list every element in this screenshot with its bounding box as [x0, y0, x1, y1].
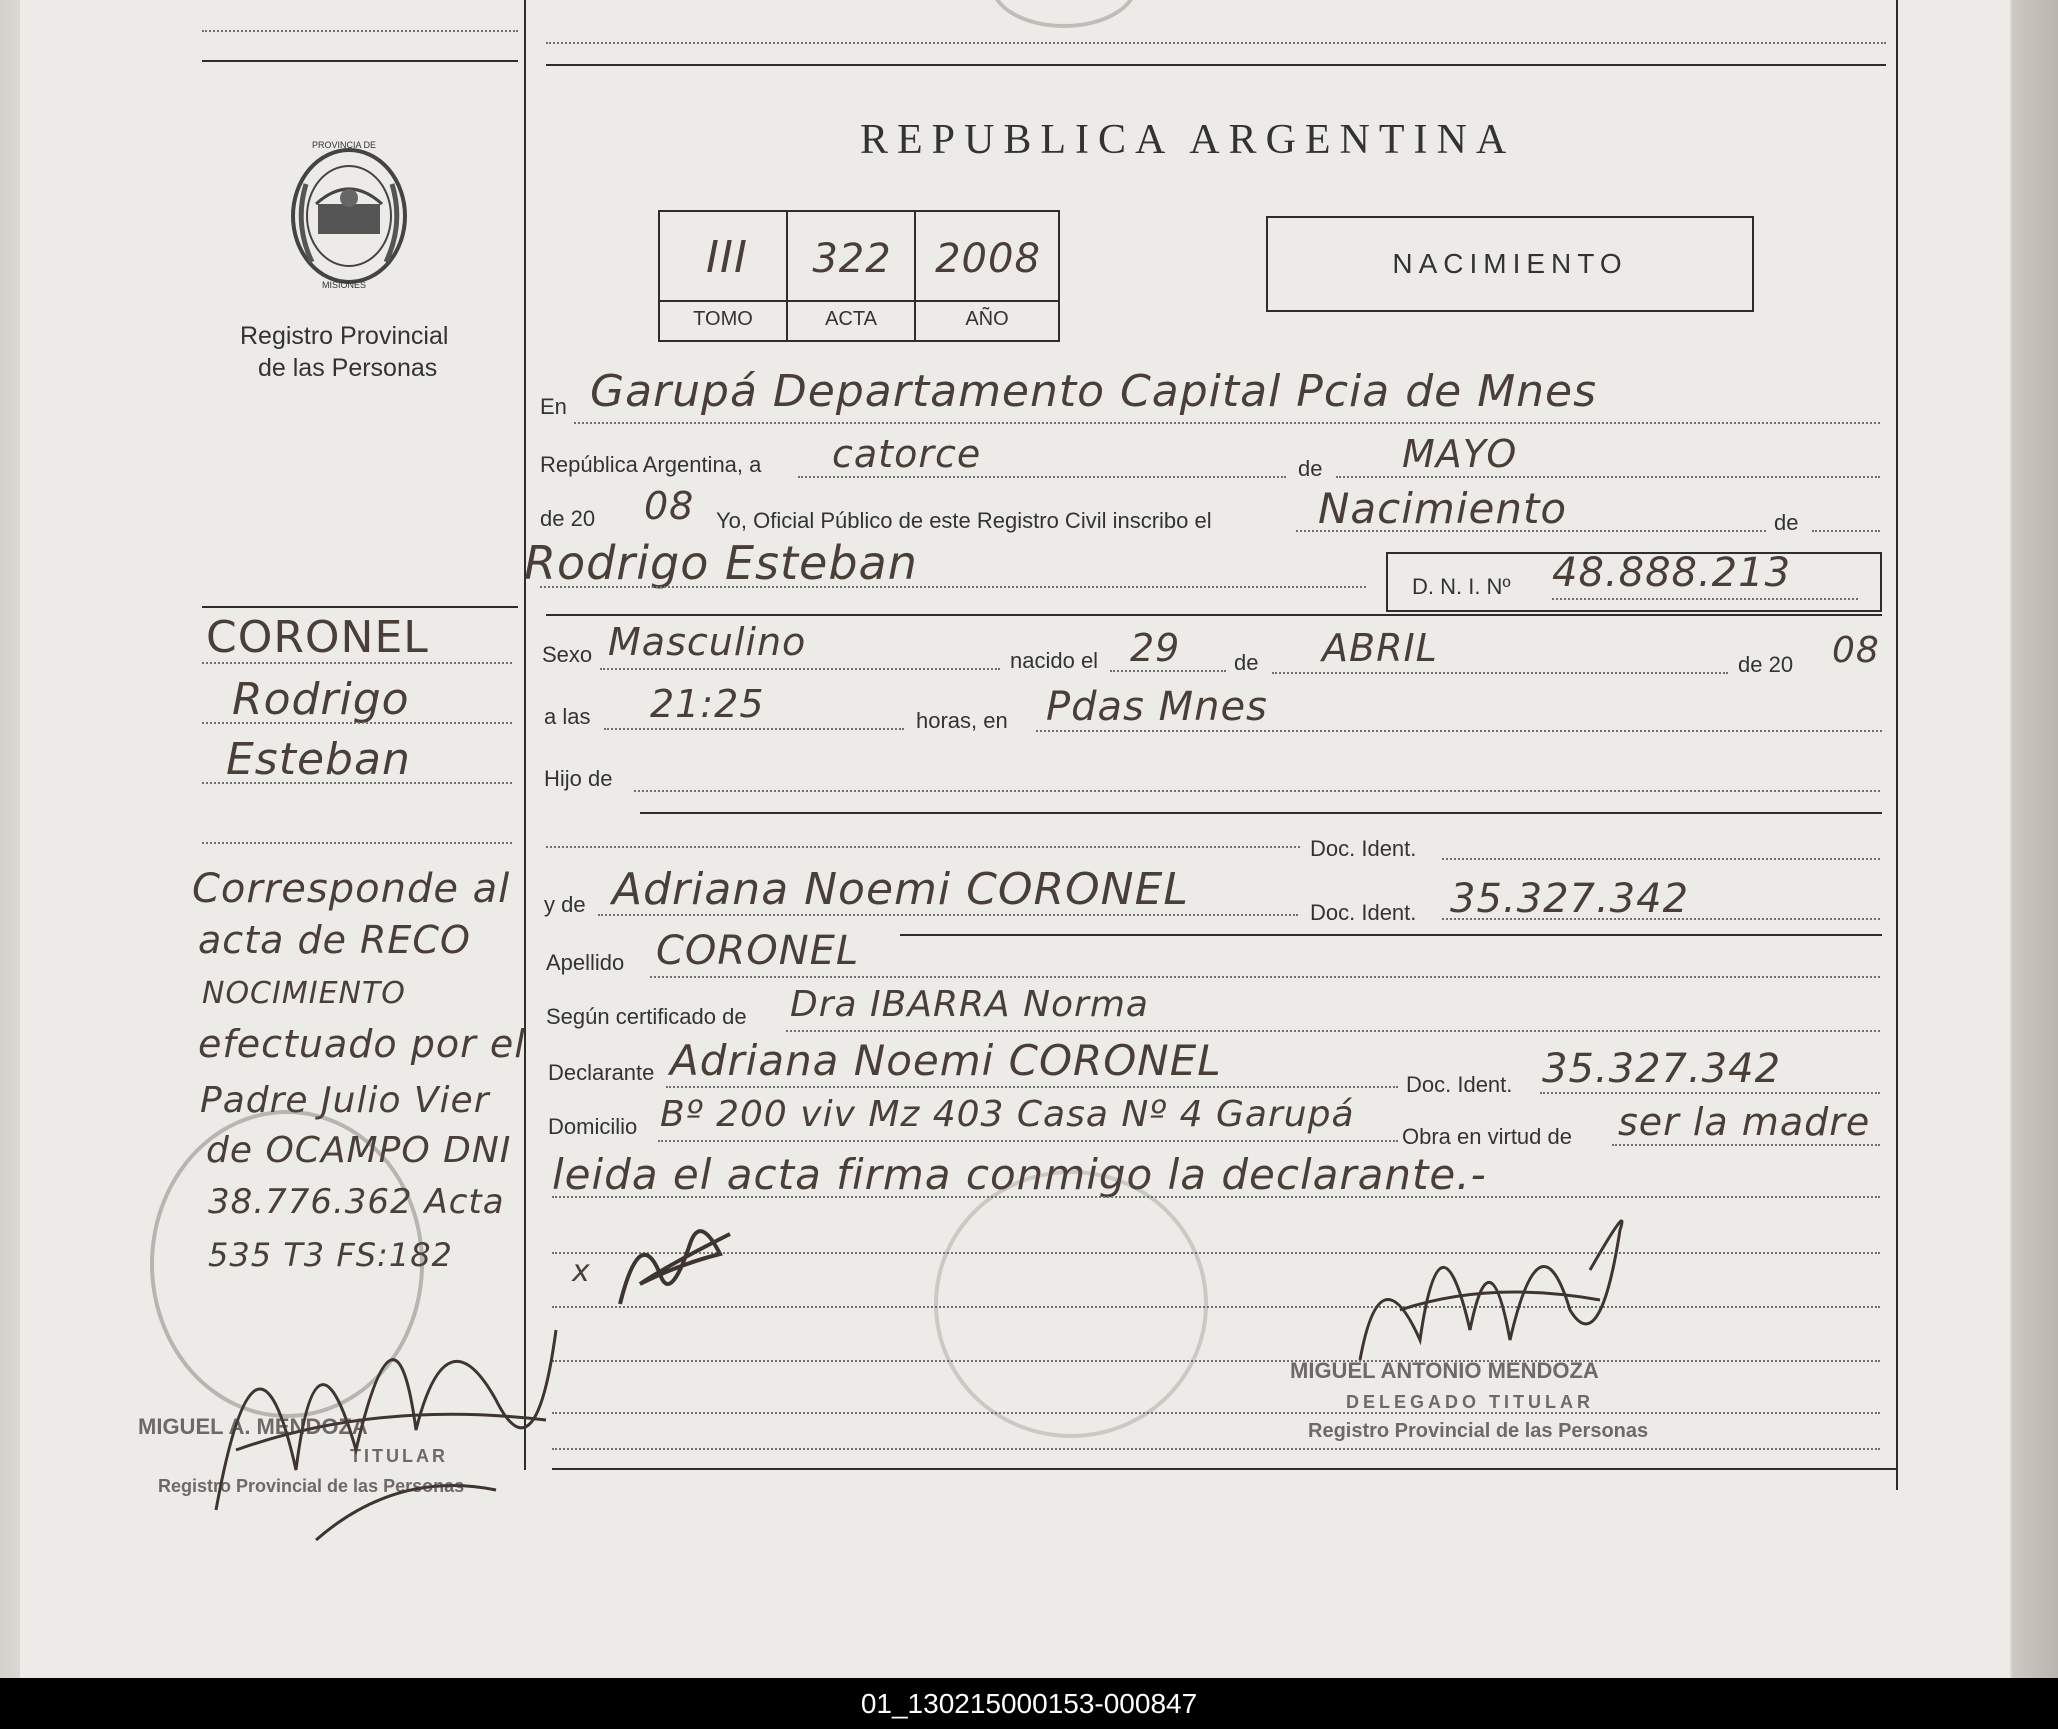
- name-rule: [546, 614, 1882, 616]
- republica-label: República Argentina, a: [540, 452, 762, 477]
- dni-box: [1386, 552, 1882, 612]
- de20-label-2: de 20: [1738, 652, 1794, 677]
- office-line2: de las Personas: [258, 354, 438, 382]
- book-edge: [2012, 0, 2058, 1678]
- dni-value: 48.888.213: [1552, 550, 1792, 596]
- alas-label: a las: [544, 704, 591, 729]
- anio-label: AÑO: [965, 308, 1009, 330]
- hora-line: [604, 728, 904, 730]
- top-dotted-left: [202, 30, 518, 32]
- hijo-rule: [640, 812, 1882, 814]
- blank-line-4: [552, 1412, 1880, 1414]
- margin-note-4: efectuado por el: [198, 1022, 526, 1066]
- declarante-doc-line: [1540, 1092, 1880, 1094]
- top-dotted: [546, 42, 1886, 44]
- mes-line: [1336, 476, 1880, 478]
- de-label: de: [1298, 456, 1323, 481]
- anio-value: 2008: [935, 236, 1041, 282]
- nacido-dia-line: [1110, 670, 1226, 672]
- obra-label: Obra en virtud de: [1402, 1124, 1572, 1149]
- anio-written: 08: [644, 484, 695, 528]
- segun-line: [786, 1030, 1880, 1032]
- official-role: DELEGADO TITULAR: [1346, 1392, 1594, 1412]
- declarante-doc: 35.327.342: [1542, 1046, 1782, 1092]
- padre-doc-line: [1442, 858, 1880, 860]
- top-rule-left: [202, 60, 518, 62]
- hijo-label: Hijo de: [544, 766, 613, 791]
- center-seal: [934, 1170, 1208, 1438]
- leida-text: leida el acta firma conmigo la declarante.-: [552, 1150, 1487, 1199]
- yo-text: Yo, Oficial Público de este Registro Civil inscribo el: [716, 508, 1212, 533]
- margin-note-7: 38.776.362 Acta: [208, 1182, 505, 1222]
- en-line: [574, 422, 1880, 424]
- doc-label-3: Doc. Ident.: [1406, 1072, 1513, 1097]
- margin-note-6: de OCAMPO DNI: [206, 1130, 512, 1171]
- madre-value: Adriana Noemi CORONEL: [612, 864, 1189, 915]
- record-type-box: [1266, 216, 1754, 312]
- blank-line-3: [552, 1360, 1880, 1362]
- image-caption: 01_130215000153-000847: [0, 1678, 2058, 1729]
- declarant-signature: [600, 1204, 750, 1324]
- apellido-value: CORONEL: [656, 928, 860, 974]
- emblem-ring-top: PROVINCIA DE: [312, 140, 377, 150]
- acta-value: 322: [812, 236, 892, 282]
- madre-line: [598, 914, 1298, 916]
- margin-sig-name: MIGUEL A. MENDOZA: [138, 1414, 368, 1439]
- emblem-ring-bottom: MISIONES: [322, 280, 367, 290]
- page-title: REPUBLICA ARGENTINA: [860, 117, 1516, 163]
- official-signature: [1340, 1190, 1640, 1380]
- lugar-line: [1036, 730, 1882, 732]
- segun-value: Dra IBARRA Norma: [790, 984, 1149, 1025]
- madre-doc: 35.327.342: [1450, 876, 1690, 922]
- margin-note-1: Corresponde al: [192, 866, 511, 912]
- apellido-line: [650, 976, 1880, 978]
- obra-line: [1612, 1144, 1880, 1146]
- apellido-label: Apellido: [546, 950, 625, 975]
- mes-value: MAYO: [1402, 432, 1518, 476]
- hijo-line: [634, 790, 1880, 792]
- nacido-mes-line: [1272, 672, 1728, 674]
- de-line-2: [1812, 530, 1880, 532]
- dni-label: D. N. I. Nº: [1412, 574, 1511, 599]
- doc-label-2: Doc. Ident.: [1310, 900, 1417, 925]
- yde-label: y de: [544, 892, 586, 917]
- margin-nombre1: Rodrigo: [232, 674, 410, 725]
- madre-rule: [900, 934, 1882, 936]
- margin-name-rule: [202, 606, 518, 608]
- margin-sig-role: TITULAR: [350, 1446, 448, 1466]
- right-border: [1896, 0, 1898, 1490]
- hora-value: 21:25: [650, 682, 765, 726]
- en-label: En: [540, 394, 567, 419]
- margin-note-2: acta de RECO: [198, 918, 471, 962]
- declarante-label: Declarante: [548, 1060, 655, 1085]
- margin-note-5: Padre Julio Vier: [200, 1080, 490, 1121]
- doc-label: Doc. Ident.: [1310, 836, 1417, 861]
- margin-line-1: [202, 662, 512, 664]
- margin-apellido: CORONEL: [206, 612, 429, 663]
- blank-line-5: [552, 1448, 1880, 1450]
- de-label-3: de: [1234, 650, 1259, 675]
- de20-label: de 20: [540, 506, 596, 531]
- blank-line-2: [552, 1306, 1880, 1308]
- record-type: NACIMIENTO: [1392, 248, 1628, 279]
- margin-line-2: [202, 722, 512, 724]
- declarante-line: [666, 1086, 1398, 1088]
- domicilio-value: Bº 200 viv Mz 403 Casa Nº 4 Garupá: [660, 1094, 1355, 1135]
- inscribo-value: Nacimiento: [1318, 484, 1568, 533]
- nacido-mes: ABRIL: [1322, 626, 1438, 670]
- margin-note-8: 535 T3 FS:182: [208, 1236, 453, 1274]
- domicilio-line: [658, 1140, 1398, 1142]
- nombre-line: [540, 586, 1366, 588]
- dia-line: [798, 476, 1286, 478]
- margin-signature: [196, 1250, 576, 1550]
- declarante-value: Adriana Noemi CORONEL: [670, 1036, 1222, 1085]
- top-rule: [546, 64, 1886, 66]
- margin-nombre2: Esteban: [226, 734, 411, 785]
- nacido-anio: 08: [1832, 630, 1880, 671]
- lugar-value: Pdas Mnes: [1046, 684, 1268, 730]
- sexo-label: Sexo: [542, 642, 593, 667]
- padre-line: [546, 846, 1300, 848]
- acta-label: ACTA: [825, 308, 877, 330]
- segun-label: Según certificado de: [546, 1004, 747, 1029]
- record-number-table: [658, 210, 1060, 342]
- sexo-value: Masculino: [608, 620, 807, 664]
- nacido-dia: 29: [1130, 626, 1181, 670]
- madre-doc-line: [1442, 918, 1880, 920]
- margin-note-3: NOCIMIENTO: [202, 976, 406, 1011]
- domicilio-label: Domicilio: [548, 1114, 638, 1139]
- official-name: MIGUEL ANTONIO MENDOZA: [1290, 1358, 1599, 1383]
- tomo-label: TOMO: [693, 308, 753, 330]
- bottom-rule: [552, 1468, 1896, 1470]
- leida-line: [552, 1196, 1880, 1198]
- province-emblem: [286, 144, 412, 294]
- office-line1: Registro Provincial: [240, 322, 449, 350]
- nacido-label: nacido el: [1010, 648, 1099, 673]
- horas-label: horas, en: [916, 708, 1008, 733]
- obra-value: ser la madre: [1618, 1100, 1871, 1144]
- dia-value: catorce: [832, 432, 982, 476]
- margin-line-4: [202, 842, 512, 844]
- margin-line-3: [202, 782, 512, 784]
- official-office: Registro Provincial de las Personas: [1308, 1420, 1649, 1442]
- x-mark: x: [572, 1254, 591, 1289]
- nombre-value: Rodrigo Esteban: [524, 536, 918, 590]
- margin-sig-office: Registro Provincial de las Personas: [158, 1476, 465, 1496]
- blank-line-1: [552, 1252, 1880, 1254]
- en-value: Garupá Departamento Capital Pcia de Mnes: [590, 366, 1598, 417]
- de-label-2: de: [1774, 510, 1799, 535]
- sexo-line: [600, 668, 1000, 670]
- tomo-value: III: [706, 232, 748, 283]
